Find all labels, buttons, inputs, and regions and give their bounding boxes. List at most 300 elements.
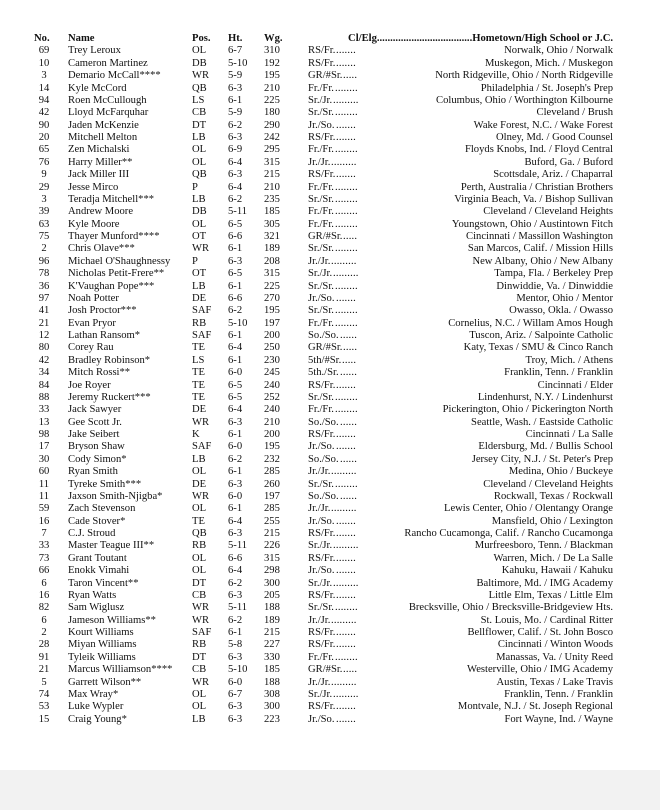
player-class: Fr./Fr. — [308, 218, 334, 230]
dot-leader: ......... — [333, 688, 359, 700]
player-number: 17 — [38, 441, 50, 453]
player-hometown-school: Mentor, Ohio / Mentor — [516, 292, 613, 304]
player-class: Sr./Jr. — [308, 94, 333, 106]
player-weight: 225 — [264, 94, 280, 106]
player-number: 98 — [38, 429, 50, 440]
player-name: Jack Miller III — [68, 169, 130, 181]
player-position: WR — [192, 416, 210, 428]
dot-leader: ........ — [335, 181, 358, 193]
player-name: Andrew Moore — [68, 206, 134, 218]
player-name: Master Teague III** — [68, 540, 155, 552]
player-weight: 197 — [264, 317, 280, 329]
header-name: Name — [68, 33, 95, 44]
player-class: Fr./Fr. — [308, 181, 334, 193]
player-height: 5-10 — [228, 57, 248, 69]
player-weight: 185 — [264, 206, 280, 218]
player-class: Sr./Jr. — [308, 688, 333, 700]
player-height: 6-4 — [228, 342, 243, 354]
player-class: Sr./Sr. — [308, 602, 334, 614]
player-weight: 252 — [264, 391, 280, 403]
player-name: Bryson Shaw — [68, 441, 125, 453]
roster-row — [34, 652, 614, 664]
player-height: 6-5 — [228, 379, 243, 391]
player-class: Jr./So. — [308, 713, 335, 725]
player-position: LB — [192, 453, 206, 465]
player-position: QB — [192, 169, 207, 181]
dot-leader: ........ — [335, 193, 358, 205]
player-height: 6-3 — [228, 713, 243, 725]
dot-leader: ........ — [335, 404, 358, 416]
roster-row — [34, 540, 614, 552]
player-number: 80 — [38, 342, 50, 354]
player-class: Jr./Jr. — [308, 503, 331, 515]
player-class: So./So. — [308, 453, 339, 465]
player-position: CB — [192, 664, 207, 676]
player-class: RS/Fr. — [308, 132, 336, 143]
player-name: C.J. Stroud — [68, 528, 116, 539]
player-position: DE — [192, 478, 207, 490]
player-weight: 200 — [264, 429, 280, 440]
player-weight: 298 — [264, 565, 280, 577]
roster-row — [34, 182, 614, 194]
player-height: 6-6 — [228, 552, 243, 564]
player-height: 6-1 — [228, 330, 243, 341]
dot-leader: ......... — [331, 156, 357, 168]
player-number: 53 — [38, 701, 50, 713]
player-class: So./So. — [308, 490, 339, 502]
roster-row — [34, 701, 614, 713]
player-height: 6-7 — [228, 45, 243, 57]
player-position: OL — [192, 144, 207, 156]
player-number: 28 — [38, 639, 50, 651]
player-hometown-school: Cleveland / Brush — [536, 107, 613, 119]
player-height: 6-2 — [228, 614, 243, 626]
player-weight: 189 — [264, 243, 280, 255]
player-position: WR — [192, 614, 210, 626]
player-class: Fr./Fr. — [308, 206, 334, 218]
player-hometown-school: San Marcos, Calif. / Mission Hills — [467, 243, 613, 255]
player-number: 30 — [38, 453, 50, 465]
header-class-hometown: Cl/Elg....................................Hometown/High School or J.C. — [348, 33, 613, 44]
player-height: 6-3 — [228, 255, 243, 267]
roster-row — [34, 578, 614, 590]
player-class: Jr./Jr. — [308, 466, 331, 478]
player-position: OL — [192, 503, 207, 515]
player-position: DT — [192, 651, 207, 663]
player-class: Sr./Sr. — [308, 391, 334, 403]
player-name: Marcus Williamson**** — [68, 664, 173, 676]
player-weight: 300 — [264, 577, 280, 589]
player-height: 5-11 — [228, 540, 248, 552]
player-hometown-school: Brecksville, Ohio / Brecksville-Bridgeview Hts. — [408, 602, 613, 614]
player-hometown-school: Buford, Ga. / Buford — [524, 156, 613, 168]
player-number: 74 — [38, 688, 50, 700]
roster-row — [34, 120, 614, 132]
roster-row — [34, 553, 614, 565]
player-name: Tyleik Williams — [68, 651, 136, 663]
player-weight: 245 — [264, 367, 280, 379]
roster-rows — [34, 45, 614, 726]
dot-leader: ....... — [336, 565, 356, 577]
player-name: Jaden McKenzie — [68, 119, 139, 131]
player-hometown-school: Little Elm, Texas / Little Elm — [488, 589, 613, 601]
roster-row — [34, 45, 614, 57]
player-height: 6-4 — [228, 404, 243, 416]
player-height: 6-0 — [228, 367, 243, 379]
dot-leader: ....... — [336, 292, 356, 304]
player-hometown-school: Lewis Center, Ohio / Olentangy Orange — [443, 503, 613, 515]
player-weight: 195 — [264, 305, 280, 317]
player-height: 6-6 — [228, 231, 243, 242]
player-class: Jr./So. — [308, 515, 335, 527]
player-height: 5-9 — [228, 107, 243, 119]
player-position: TE — [192, 342, 205, 354]
player-number: 34 — [38, 367, 50, 379]
player-number: 90 — [38, 119, 50, 131]
player-name: Miyan Williams — [68, 639, 137, 651]
player-class: Sr./Sr. — [308, 305, 334, 317]
player-weight: 210 — [264, 416, 280, 428]
player-class: RS/Fr. — [308, 701, 336, 713]
player-name: Michael O'Shaughnessy — [68, 255, 171, 267]
player-number: 2 — [41, 627, 47, 638]
player-position: WR — [192, 70, 210, 82]
dot-leader: ...... — [340, 453, 358, 465]
player-class: Sr./Sr. — [308, 193, 334, 205]
dot-leader: ........ — [335, 478, 358, 490]
player-hometown-school: Norwalk, Ohio / Norwalk — [504, 45, 613, 57]
player-height: 6-9 — [228, 144, 243, 156]
player-weight: 215 — [264, 627, 280, 638]
player-height: 6-1 — [228, 243, 243, 255]
player-weight: 189 — [264, 614, 280, 626]
player-hometown-school: Cincinnati / Winton Woods — [497, 639, 613, 651]
player-height: 6-7 — [228, 688, 243, 700]
roster-row — [34, 714, 614, 726]
roster-row — [34, 305, 614, 317]
player-height: 6-2 — [228, 453, 243, 465]
player-weight: 192 — [264, 57, 280, 69]
player-class: RS/Fr. — [308, 57, 336, 69]
player-position: LB — [192, 132, 206, 143]
player-name: Enokk Vimahi — [68, 565, 130, 577]
roster-row — [34, 169, 614, 181]
roster-row — [34, 206, 614, 218]
player-position: RB — [192, 540, 207, 552]
player-position: WR — [192, 243, 210, 255]
player-height: 5-10 — [228, 664, 248, 676]
player-hometown-school: Tuscon, Ariz. / Salpointe Catholic — [469, 330, 613, 341]
player-position: OT — [192, 268, 207, 280]
player-name: Corey Rau — [68, 342, 114, 354]
player-number: 2 — [41, 243, 47, 255]
player-number: 13 — [38, 416, 50, 428]
player-number: 41 — [38, 305, 50, 317]
player-position: QB — [192, 82, 207, 94]
player-height: 6-5 — [228, 218, 243, 230]
roster-row — [34, 503, 614, 515]
player-position: DE — [192, 404, 207, 416]
roster-row — [34, 516, 614, 528]
player-number: 78 — [38, 268, 50, 280]
player-height: 6-1 — [228, 429, 243, 440]
player-hometown-school: Franklin, Tenn. / Franklin — [504, 688, 613, 700]
player-hometown-school: Youngstown, Ohio / Austintown Fitch — [451, 218, 613, 230]
player-weight: 242 — [264, 132, 280, 143]
dot-leader: ....... — [336, 552, 356, 564]
player-hometown-school: Pickerington, Ohio / Pickerington North — [442, 404, 613, 416]
player-hometown-school: Rockwall, Texas / Rockwall — [493, 490, 613, 502]
player-height: 6-1 — [228, 94, 243, 106]
dot-leader: ...... — [340, 416, 358, 428]
player-number: 3 — [41, 193, 47, 205]
roster-row — [34, 219, 614, 231]
player-hometown-school: Wake Forest, N.C. / Wake Forest — [473, 119, 613, 131]
roster-row — [34, 466, 614, 478]
player-position: SAF — [192, 441, 212, 453]
player-name: Nicholas Petit-Frere** — [68, 268, 165, 280]
roster-row — [34, 342, 614, 354]
dot-leader: ....... — [336, 57, 356, 69]
player-weight: 210 — [264, 181, 280, 193]
player-number: 59 — [38, 503, 50, 515]
player-height: 6-4 — [228, 156, 243, 168]
player-hometown-school: Austin, Texas / Lake Travis — [496, 676, 613, 688]
player-weight: 226 — [264, 540, 280, 552]
dot-leader: ....... — [336, 589, 356, 601]
player-hometown-school: Cincinnati / Elder — [537, 379, 613, 391]
player-class: Sr./Sr. — [308, 478, 334, 490]
header-number: No. — [34, 33, 50, 44]
player-class: So./So. — [308, 330, 339, 341]
player-number: 84 — [38, 379, 50, 391]
player-number: 7 — [41, 528, 47, 539]
header-weight: Wg. — [264, 33, 283, 44]
player-height: 6-3 — [228, 132, 243, 143]
player-position: CB — [192, 107, 207, 119]
dot-leader: ....... — [336, 45, 356, 57]
dot-leader: ........ — [335, 317, 358, 329]
player-name: Zach Stevenson — [68, 503, 136, 515]
player-number: 96 — [38, 255, 50, 267]
player-weight: 215 — [264, 169, 280, 181]
roster-row — [34, 95, 614, 107]
player-position: DB — [192, 206, 207, 218]
player-weight: 240 — [264, 404, 280, 416]
dot-leader: ......... — [333, 94, 359, 106]
player-class: Jr./So. — [308, 441, 335, 453]
player-number: 3 — [41, 70, 47, 82]
player-hometown-school: Katy, Texas / SMU & Cinco Ranch — [463, 342, 613, 354]
player-number: 91 — [38, 651, 50, 663]
player-name: Kyle Moore — [68, 218, 120, 230]
player-name: Chris Olave*** — [68, 243, 135, 255]
player-number: 33 — [38, 540, 50, 552]
player-weight: 185 — [264, 664, 280, 676]
player-weight: 260 — [264, 478, 280, 490]
roster-row — [34, 144, 614, 156]
player-class: RS/Fr. — [308, 552, 336, 564]
roster-row — [34, 565, 614, 577]
player-position: DE — [192, 292, 207, 304]
player-position: TE — [192, 379, 205, 391]
player-position: P — [192, 255, 198, 267]
player-position: K — [192, 429, 200, 440]
player-name: Taron Vincent** — [68, 577, 139, 589]
page-footer-band — [0, 770, 660, 810]
player-weight: 205 — [264, 589, 280, 601]
player-number: 42 — [38, 107, 50, 119]
player-class: Fr./Fr. — [308, 404, 334, 416]
player-hometown-school: Dinwiddie, Va. / Dinwiddie — [496, 280, 613, 292]
roster-row — [34, 231, 614, 243]
player-class: Fr./Fr. — [308, 651, 334, 663]
player-height: 5-8 — [228, 639, 243, 651]
player-name: Lloyd McFarquhar — [68, 107, 149, 119]
player-name: Luke Wypler — [68, 701, 124, 713]
roster-header-row — [34, 33, 614, 45]
player-height: 6-2 — [228, 305, 243, 317]
roster-row — [34, 157, 614, 169]
player-class: Sr./Jr. — [308, 540, 333, 552]
player-name: Grant Toutant — [68, 552, 127, 564]
player-hometown-school: Manassas, Va. / Unity Reed — [496, 651, 613, 663]
dot-leader: ....... — [336, 169, 356, 181]
player-class: Sr./Jr. — [308, 577, 333, 589]
player-hometown-school: Mansfield, Ohio / Lexington — [491, 515, 613, 527]
roster-row — [34, 380, 614, 392]
player-height: 6-4 — [228, 565, 243, 577]
player-hometown-school: Murfreesboro, Tenn. / Blackman — [474, 540, 613, 552]
player-name: Max Wray* — [68, 688, 119, 700]
player-number: 12 — [38, 330, 50, 341]
player-hometown-school: Bellflower, Calif. / St. John Bosco — [467, 627, 613, 638]
dot-leader: ......... — [333, 540, 359, 552]
player-height: 6-2 — [228, 577, 243, 589]
roster-row — [34, 677, 614, 689]
player-hometown-school: New Albany, Ohio / New Albany — [472, 255, 613, 267]
player-number: 60 — [38, 466, 50, 478]
player-hometown-school: Muskegon, Mich. / Muskegon — [484, 57, 613, 69]
player-height: 6-6 — [228, 292, 243, 304]
player-weight: 330 — [264, 651, 280, 663]
roster-row — [34, 590, 614, 602]
dot-leader: ........ — [335, 243, 358, 255]
player-number: 14 — [38, 82, 50, 94]
player-position: P — [192, 181, 198, 193]
player-weight: 200 — [264, 330, 280, 341]
player-weight: 235 — [264, 193, 280, 205]
dot-leader: ....... — [336, 132, 356, 143]
roster-row — [34, 404, 614, 416]
player-height: 6-3 — [228, 701, 243, 713]
roster-row — [34, 602, 614, 614]
roster-row — [34, 293, 614, 305]
player-name: Mitch Rossi** — [68, 367, 131, 379]
dot-leader: ..... — [343, 342, 358, 354]
player-class: RS/Fr. — [308, 45, 336, 57]
player-class: RS/Fr. — [308, 169, 336, 181]
player-class: Sr./Sr. — [308, 107, 334, 119]
dot-leader: ...... — [340, 330, 358, 341]
player-class: RS/Fr. — [308, 379, 336, 391]
player-number: 6 — [41, 614, 47, 626]
roster-row — [34, 318, 614, 330]
player-name: Roen McCullough — [68, 94, 147, 106]
roster-row — [34, 441, 614, 453]
player-height: 6-1 — [228, 503, 243, 515]
player-number: 10 — [38, 57, 50, 69]
player-number: 16 — [38, 515, 50, 527]
player-position: QB — [192, 528, 207, 539]
player-weight: 230 — [264, 354, 280, 366]
player-hometown-school: Tampa, Fla. / Berkeley Prep — [494, 268, 613, 280]
player-class: Jr./So. — [308, 119, 335, 131]
player-name: K'Vaughan Pope*** — [68, 280, 155, 292]
player-weight: 208 — [264, 255, 280, 267]
player-name: Lathan Ransom* — [68, 330, 141, 341]
player-name: Cameron Martinez — [68, 57, 148, 69]
player-number: 39 — [38, 206, 50, 218]
player-name: Jesse Mirco — [68, 181, 119, 193]
dot-leader: ....... — [336, 713, 356, 725]
player-position: OT — [192, 231, 207, 242]
player-position: SAF — [192, 330, 212, 341]
player-hometown-school: Columbus, Ohio / Worthington Kilbourne — [436, 94, 613, 106]
player-weight: 250 — [264, 342, 280, 354]
dot-leader: ........ — [335, 651, 358, 663]
header-height: Ht. — [228, 33, 243, 44]
player-hometown-school: Warren, Mich. / De La Salle — [493, 552, 613, 564]
player-number: 63 — [38, 218, 50, 230]
player-number: 33 — [38, 404, 50, 416]
player-name: Jaxson Smith-Njigba* — [68, 490, 163, 502]
player-name: Josh Proctor*** — [68, 305, 137, 317]
player-hometown-school: Jersey City, N.J. / St. Peter's Prep — [471, 453, 613, 465]
dot-leader: ....... — [336, 627, 356, 638]
player-class: RS/Fr. — [308, 639, 336, 651]
player-position: OL — [192, 701, 207, 713]
player-hometown-school: Baltimore, Md. / IMG Academy — [476, 577, 613, 589]
player-weight: 285 — [264, 503, 280, 515]
player-position: SAF — [192, 305, 212, 317]
player-number: 11 — [38, 478, 50, 490]
roster-row — [34, 479, 614, 491]
player-position: OL — [192, 688, 207, 700]
player-weight: 315 — [264, 268, 280, 280]
dot-leader: ........ — [335, 107, 358, 119]
player-height: 6-1 — [228, 466, 243, 478]
player-name: Zen Michalski — [68, 144, 130, 156]
player-weight: 315 — [264, 552, 280, 564]
player-hometown-school: Franklin, Tenn. / Franklin — [504, 367, 613, 379]
player-name: Cade Stover* — [68, 515, 126, 527]
player-weight: 180 — [264, 107, 280, 119]
player-hometown-school: Montvale, N.J. / St. Joseph Regional — [457, 701, 613, 713]
player-position: TE — [192, 515, 205, 527]
player-number: 66 — [38, 565, 50, 577]
player-class: Fr./Fr. — [308, 144, 334, 156]
player-number: 42 — [38, 354, 50, 366]
player-weight: 295 — [264, 144, 280, 156]
player-number: 11 — [38, 490, 50, 502]
player-number: 6 — [41, 577, 47, 589]
dot-leader: ......... — [331, 614, 357, 626]
dot-leader: ........ — [335, 82, 358, 94]
player-number: 9 — [41, 169, 47, 181]
player-weight: 290 — [264, 119, 280, 131]
player-weight: 188 — [264, 602, 280, 614]
